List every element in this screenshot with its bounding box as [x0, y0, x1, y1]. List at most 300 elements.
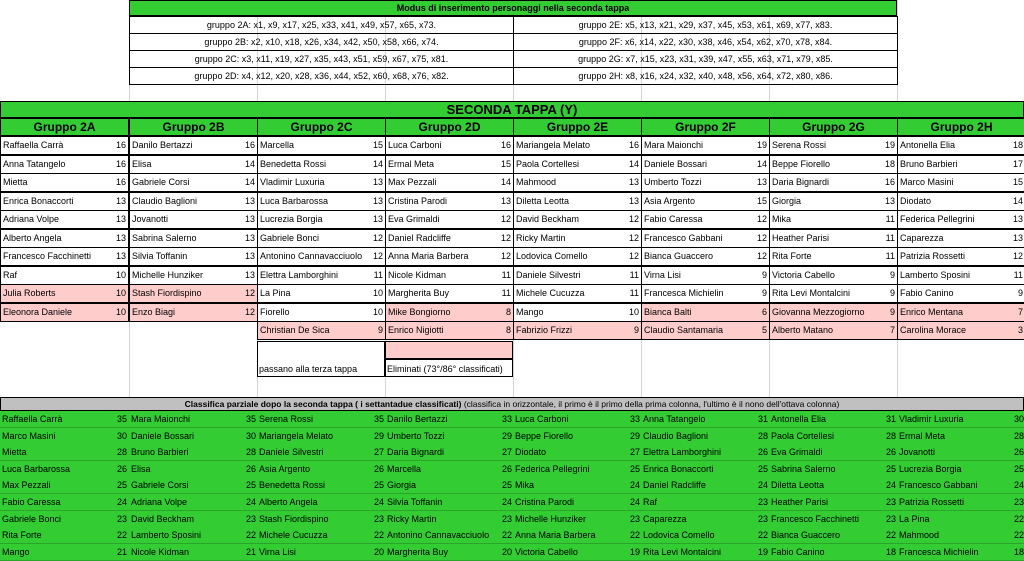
participant-score: 12: [756, 232, 767, 243]
classifica-score: 23: [245, 513, 256, 524]
classifica-score: 21: [116, 546, 127, 557]
classifica-name: Elisa: [131, 463, 151, 474]
classifica-row[interactable]: [129, 411, 258, 428]
table-row[interactable]: [0, 266, 129, 285]
table-row[interactable]: [257, 155, 386, 174]
classifica-row[interactable]: [385, 461, 514, 478]
table-row[interactable]: [0, 155, 129, 174]
participant-score: 7: [1017, 306, 1023, 317]
classifica-row[interactable]: [257, 494, 386, 511]
table-row[interactable]: [769, 136, 898, 155]
participant-score: 11: [629, 288, 639, 298]
classifica-row[interactable]: [385, 428, 514, 445]
table-row[interactable]: [769, 247, 898, 266]
table-row[interactable]: [257, 321, 386, 340]
classifica-row[interactable]: [641, 461, 770, 478]
table-row[interactable]: [0, 173, 129, 192]
participant-name: Anna Maria Barbera: [388, 251, 469, 261]
table-row[interactable]: [641, 192, 770, 211]
classifica-row[interactable]: [513, 494, 642, 511]
table-row[interactable]: [897, 210, 1024, 229]
table-row[interactable]: [897, 266, 1024, 285]
table-row[interactable]: [513, 284, 642, 303]
classifica-score: 24: [373, 497, 384, 507]
table-row[interactable]: [257, 266, 386, 285]
table-row[interactable]: [513, 192, 642, 211]
participant-name: Fabrizio Frizzi: [516, 325, 573, 335]
table-row[interactable]: [385, 266, 514, 285]
classifica-score: 19: [757, 546, 768, 557]
classifica-row[interactable]: [641, 477, 770, 494]
classifica-row[interactable]: [129, 511, 258, 528]
group-header-7[interactable]: [897, 118, 1024, 136]
classifica-row[interactable]: [769, 477, 898, 494]
table-row[interactable]: [513, 173, 642, 192]
table-row[interactable]: [769, 266, 898, 285]
table-row[interactable]: [641, 284, 770, 303]
table-row[interactable]: [641, 321, 770, 340]
table-row[interactable]: [129, 210, 258, 229]
table-row[interactable]: [897, 229, 1024, 248]
classifica-score: 33: [501, 414, 512, 424]
classifica-row[interactable]: [257, 527, 386, 544]
classifica-score: 26: [373, 463, 384, 474]
participant-score: 12: [500, 251, 511, 261]
legend-elim-swatch: [385, 341, 513, 359]
classifica-score: 35: [245, 414, 256, 424]
modus-line[interactable]: [513, 16, 898, 34]
table-row[interactable]: [385, 210, 514, 229]
participant-name: Serena Rossi: [772, 140, 827, 150]
group-header-5[interactable]: [641, 118, 770, 136]
table-row[interactable]: [641, 210, 770, 229]
classifica-row[interactable]: [129, 444, 258, 461]
table-row[interactable]: [769, 321, 898, 340]
classifica-score: 28: [245, 447, 256, 458]
group-header-label: Gruppo 2D: [418, 120, 481, 134]
modus-line-text: gruppo 2D: x4, x12, x20, x28, x36, x44, x52, x60, x68, x76, x82.: [194, 71, 449, 81]
classifica-row[interactable]: [513, 444, 642, 461]
classifica-name: Antonino Cannavacciuolo: [387, 530, 490, 541]
participant-score: 16: [115, 177, 126, 187]
classifica-score: 20: [501, 546, 512, 557]
participant-name: Jovanotti: [132, 214, 169, 224]
participant-name: Asia Argento: [644, 195, 696, 206]
classifica-score: 26: [116, 463, 127, 474]
classifica-row[interactable]: [385, 511, 514, 528]
classifica-row[interactable]: [513, 527, 642, 544]
modus-line[interactable]: [513, 67, 898, 85]
participant-score: 16: [884, 177, 895, 187]
classifica-name: Francesca Michielin: [899, 546, 979, 557]
classifica-row[interactable]: [769, 511, 898, 528]
table-row[interactable]: [0, 229, 129, 248]
participant-score: 11: [1013, 269, 1023, 280]
table-row[interactable]: [0, 303, 129, 322]
group-header-label: Gruppo 2E: [546, 120, 609, 134]
table-row[interactable]: [257, 210, 386, 229]
classifica-row[interactable]: [385, 544, 514, 561]
classifica-row[interactable]: [0, 444, 129, 461]
table-row[interactable]: [641, 303, 770, 322]
classifica-row[interactable]: [385, 411, 514, 428]
group-header-6[interactable]: [769, 118, 898, 136]
classifica-row[interactable]: [129, 477, 258, 494]
table-row[interactable]: [385, 155, 514, 174]
table-row[interactable]: [257, 229, 386, 248]
modus-line-text: gruppo 2F: x6, x14, x22, x30, x38, x46, x54, x62, x70, x78, x84.: [578, 37, 833, 47]
classifica-name: Beppe Fiorello: [515, 430, 574, 441]
classifica-name: Marco Masini: [2, 430, 56, 441]
legend-pass-label: [259, 361, 385, 377]
table-row[interactable]: [129, 192, 258, 211]
participant-name: Alberto Angela: [3, 232, 62, 243]
table-row[interactable]: [897, 247, 1024, 266]
table-row[interactable]: [897, 173, 1024, 192]
classifica-row[interactable]: [897, 411, 1024, 428]
participant-name: Ricky Martin: [516, 232, 566, 243]
modus-line[interactable]: [129, 50, 514, 68]
classifica-row[interactable]: [641, 511, 770, 528]
classifica-row[interactable]: [641, 527, 770, 544]
classifica-name: Fabio Canino: [771, 546, 825, 557]
participant-name: Giovanna Mezzogiorno: [772, 306, 865, 317]
classifica-row[interactable]: [897, 428, 1024, 445]
modus-line-text: gruppo 2C: x3, x11, x19, x27, x35, x43, x51, x59, x67, x75, x81.: [194, 54, 449, 64]
classifica-row[interactable]: [257, 444, 386, 461]
classifica-row[interactable]: [641, 544, 770, 561]
table-row[interactable]: [769, 284, 898, 303]
classifica-score: 30: [116, 430, 127, 441]
modus-line[interactable]: [513, 50, 898, 68]
table-row[interactable]: [513, 210, 642, 229]
participant-score: 8: [505, 306, 511, 317]
table-row[interactable]: [769, 229, 898, 248]
table-row[interactable]: [129, 136, 258, 155]
participant-name: Gabriele Bonci: [260, 232, 320, 243]
classifica-name: Lodovica Comello: [643, 530, 715, 541]
group-header-label: Gruppo 2H: [930, 120, 993, 134]
classifica-name: Mahmood: [899, 530, 940, 541]
table-row[interactable]: [897, 155, 1024, 174]
table-row[interactable]: [897, 284, 1024, 303]
classifica-row[interactable]: [897, 444, 1024, 461]
classifica-row[interactable]: [641, 428, 770, 445]
classifica-row[interactable]: [257, 544, 386, 561]
classifica-row[interactable]: [513, 511, 642, 528]
table-row[interactable]: [769, 155, 898, 174]
group-header-2[interactable]: [257, 118, 386, 136]
classifica-row[interactable]: [0, 411, 129, 428]
classifica-name: Giorgia: [387, 480, 417, 491]
participant-score: 10: [115, 288, 126, 298]
table-row[interactable]: [641, 136, 770, 155]
classifica-name: Virna Lisi: [259, 546, 296, 557]
table-row[interactable]: [513, 155, 642, 174]
participant-name: La Pina: [260, 288, 291, 298]
classifica-name: Fabio Caressa: [2, 497, 61, 507]
participant-score: 19: [756, 140, 767, 150]
participant-name: Fabio Caressa: [644, 214, 703, 224]
table-row[interactable]: [129, 173, 258, 192]
participant-name: Mara Maionchi: [644, 140, 704, 150]
participant-name: Rita Forte: [772, 251, 812, 261]
classifica-score: 25: [373, 480, 384, 491]
classifica-score: 23: [116, 513, 127, 524]
table-row[interactable]: [129, 303, 258, 322]
classifica-row[interactable]: [0, 494, 129, 511]
participant-name: Enrico Mentana: [900, 306, 964, 317]
classifica-row[interactable]: [129, 461, 258, 478]
classifica-row[interactable]: [257, 477, 386, 494]
participant-score: 5: [761, 325, 767, 335]
classifica-name: Francesco Gabbani: [899, 480, 978, 491]
classifica-score: 22: [245, 530, 256, 541]
group-header-1[interactable]: [129, 118, 258, 136]
table-row[interactable]: [0, 136, 129, 155]
participant-score: 12: [372, 251, 383, 261]
participant-name: Mietta: [3, 177, 28, 187]
participant-name: Luca Barbarossa: [260, 195, 329, 206]
participant-name: Mika: [772, 214, 792, 224]
classifica-row[interactable]: [257, 411, 386, 428]
group-header-label: Gruppo 2B: [162, 120, 225, 134]
modus-line[interactable]: [513, 33, 898, 51]
table-row[interactable]: [385, 192, 514, 211]
classifica-row[interactable]: [897, 494, 1024, 511]
table-row[interactable]: [257, 284, 386, 303]
classifica-row[interactable]: [257, 428, 386, 445]
table-row[interactable]: [385, 136, 514, 155]
participant-score: 13: [115, 251, 126, 261]
classifica-name: Victoria Cabello: [515, 546, 578, 557]
modus-line[interactable]: [129, 33, 514, 51]
participant-name: Adriana Volpe: [3, 214, 60, 224]
table-row[interactable]: [257, 303, 386, 322]
classifica-row[interactable]: [513, 477, 642, 494]
table-row[interactable]: [513, 321, 642, 340]
classifica-row[interactable]: [513, 411, 642, 428]
participant-score: 14: [1012, 195, 1023, 206]
table-row[interactable]: [0, 284, 129, 303]
classifica-row[interactable]: [0, 428, 129, 445]
participant-score: 10: [372, 306, 383, 317]
classifica-row[interactable]: [0, 461, 129, 478]
classifica-score: 27: [373, 447, 384, 458]
table-row[interactable]: [385, 303, 514, 322]
classifica-name: Paola Cortellesi: [771, 430, 835, 441]
classifica-row[interactable]: [897, 461, 1024, 478]
classifica-score: 25: [245, 480, 256, 491]
classifica-row[interactable]: [897, 527, 1024, 544]
classifica-row[interactable]: [385, 444, 514, 461]
participant-name: Diodato: [900, 195, 932, 206]
participant-score: 12: [1012, 251, 1023, 261]
table-row[interactable]: [385, 321, 514, 340]
classifica-score: 30: [245, 430, 256, 441]
participant-name: Carolina Morace: [900, 325, 967, 335]
classifica-row[interactable]: [257, 511, 386, 528]
classifica-title: [0, 397, 1024, 411]
participant-score: 13: [372, 195, 383, 206]
group-header-4[interactable]: [513, 118, 642, 136]
classifica-row[interactable]: [641, 494, 770, 511]
participant-name: Michelle Hunziker: [132, 269, 204, 280]
classifica-name: Luca Barbarossa: [2, 463, 71, 474]
group-header-0[interactable]: [0, 118, 129, 136]
table-row[interactable]: [513, 266, 642, 285]
classifica-name: Mika: [515, 480, 535, 491]
participant-score: 15: [1012, 177, 1023, 187]
classifica-name: Francesco Facchinetti: [771, 513, 860, 524]
table-row[interactable]: [385, 247, 514, 266]
classifica-name: Gabriele Bonci: [2, 513, 62, 524]
classifica-name: La Pina: [899, 513, 930, 524]
classifica-row[interactable]: [0, 527, 129, 544]
classifica-row[interactable]: [513, 544, 642, 561]
table-row[interactable]: [385, 229, 514, 248]
classifica-name: Gabriele Corsi: [131, 480, 189, 491]
classifica-row[interactable]: [0, 544, 129, 561]
classifica-name: Mara Maionchi: [131, 414, 191, 424]
modus-line[interactable]: [129, 16, 514, 34]
table-row[interactable]: [769, 210, 898, 229]
participant-score: 13: [115, 195, 126, 206]
classifica-score: 22: [885, 530, 896, 541]
classifica-row[interactable]: [385, 477, 514, 494]
classifica-row[interactable]: [129, 428, 258, 445]
classifica-score: 24: [629, 497, 640, 507]
classifica-row[interactable]: [897, 511, 1024, 528]
participant-score: 12: [756, 251, 767, 261]
classifica-score: 29: [373, 430, 384, 441]
table-row[interactable]: [0, 192, 129, 211]
classifica-name: Raf: [643, 497, 658, 507]
classifica-row[interactable]: [129, 527, 258, 544]
classifica-row[interactable]: [641, 411, 770, 428]
classifica-score: 21: [245, 546, 256, 557]
table-row[interactable]: [641, 173, 770, 192]
participant-name: Bruno Barbieri: [900, 158, 958, 169]
classifica-row[interactable]: [129, 494, 258, 511]
table-row[interactable]: [385, 284, 514, 303]
table-row[interactable]: [513, 229, 642, 248]
legend-elim-label: [387, 361, 513, 377]
classifica-name: Antonella Elia: [771, 414, 827, 424]
classifica-score: 25: [1013, 463, 1024, 474]
classifica-row[interactable]: [769, 428, 898, 445]
participant-score: 12: [628, 214, 639, 224]
participant-name: Raf: [3, 269, 18, 280]
classifica-row[interactable]: [769, 411, 898, 428]
participant-score: 13: [884, 195, 895, 206]
table-row[interactable]: [129, 155, 258, 174]
classifica-row[interactable]: [513, 461, 642, 478]
table-row[interactable]: [513, 247, 642, 266]
classifica-score: 24: [245, 497, 256, 507]
table-row[interactable]: [641, 229, 770, 248]
participant-score: 12: [628, 232, 639, 243]
participant-score: 19: [884, 140, 895, 150]
classifica-row[interactable]: [129, 544, 258, 561]
table-row[interactable]: [513, 136, 642, 155]
table-row[interactable]: [385, 173, 514, 192]
participant-score: 16: [500, 140, 511, 150]
classifica-row[interactable]: [385, 494, 514, 511]
classifica-row[interactable]: [0, 511, 129, 528]
classifica-score: 22: [373, 530, 384, 541]
table-row[interactable]: [129, 229, 258, 248]
classifica-row[interactable]: [641, 444, 770, 461]
table-row[interactable]: [0, 210, 129, 229]
participant-name: Marco Masini: [900, 177, 954, 187]
classifica-row[interactable]: [0, 477, 129, 494]
table-row[interactable]: [0, 247, 129, 266]
table-row[interactable]: [897, 136, 1024, 155]
classifica-score: 22: [757, 530, 768, 541]
table-row[interactable]: [769, 303, 898, 322]
table-row[interactable]: [769, 192, 898, 211]
classifica-title-bold: Classifica parziale dopo la seconda tappa ( i settantadue classificati): [184, 399, 462, 409]
classifica-name: Eva Grimaldi: [771, 447, 823, 458]
table-row[interactable]: [897, 321, 1024, 340]
participant-score: 13: [244, 232, 255, 243]
table-row[interactable]: [257, 173, 386, 192]
table-row[interactable]: [641, 247, 770, 266]
participant-name: Giorgia: [772, 195, 802, 206]
table-row[interactable]: [257, 192, 386, 211]
classifica-score: 23: [1013, 497, 1024, 507]
classifica-row[interactable]: [513, 428, 642, 445]
classifica-row[interactable]: [769, 544, 898, 561]
table-row[interactable]: [897, 192, 1024, 211]
participant-score: 13: [244, 214, 255, 224]
table-row[interactable]: [769, 173, 898, 192]
classifica-name: Serena Rossi: [259, 414, 314, 424]
participant-name: Ermal Meta: [388, 158, 435, 169]
table-row[interactable]: [129, 284, 258, 303]
participant-score: 16: [628, 140, 639, 150]
group-header-label: Gruppo 2A: [33, 120, 96, 134]
classifica-row[interactable]: [897, 544, 1024, 561]
classifica-row[interactable]: [897, 477, 1024, 494]
modus-line[interactable]: [129, 67, 514, 85]
classifica-score: 18: [885, 546, 896, 557]
classifica-row[interactable]: [769, 461, 898, 478]
table-row[interactable]: [513, 303, 642, 322]
group-header-3[interactable]: [385, 118, 514, 136]
table-row[interactable]: [129, 266, 258, 285]
table-row[interactable]: [257, 136, 386, 155]
classifica-row[interactable]: [257, 461, 386, 478]
participant-score: 11: [501, 269, 511, 280]
table-row[interactable]: [641, 155, 770, 174]
classifica-name: Cristina Parodi: [515, 497, 575, 507]
classifica-row[interactable]: [385, 527, 514, 544]
table-row[interactable]: [897, 303, 1024, 322]
classifica-row[interactable]: [769, 494, 898, 511]
classifica-name: Michele Cucuzza: [259, 530, 328, 541]
participant-score: 10: [115, 269, 126, 280]
classifica-score: 23: [501, 513, 512, 524]
seconda-tappa-title-text: SECONDA TAPPA (Y): [446, 102, 578, 117]
table-row[interactable]: [129, 247, 258, 266]
classifica-name: Daniele Bossari: [131, 430, 195, 441]
classifica-row[interactable]: [769, 527, 898, 544]
table-row[interactable]: [257, 247, 386, 266]
table-row[interactable]: [641, 266, 770, 285]
classifica-row[interactable]: [769, 444, 898, 461]
